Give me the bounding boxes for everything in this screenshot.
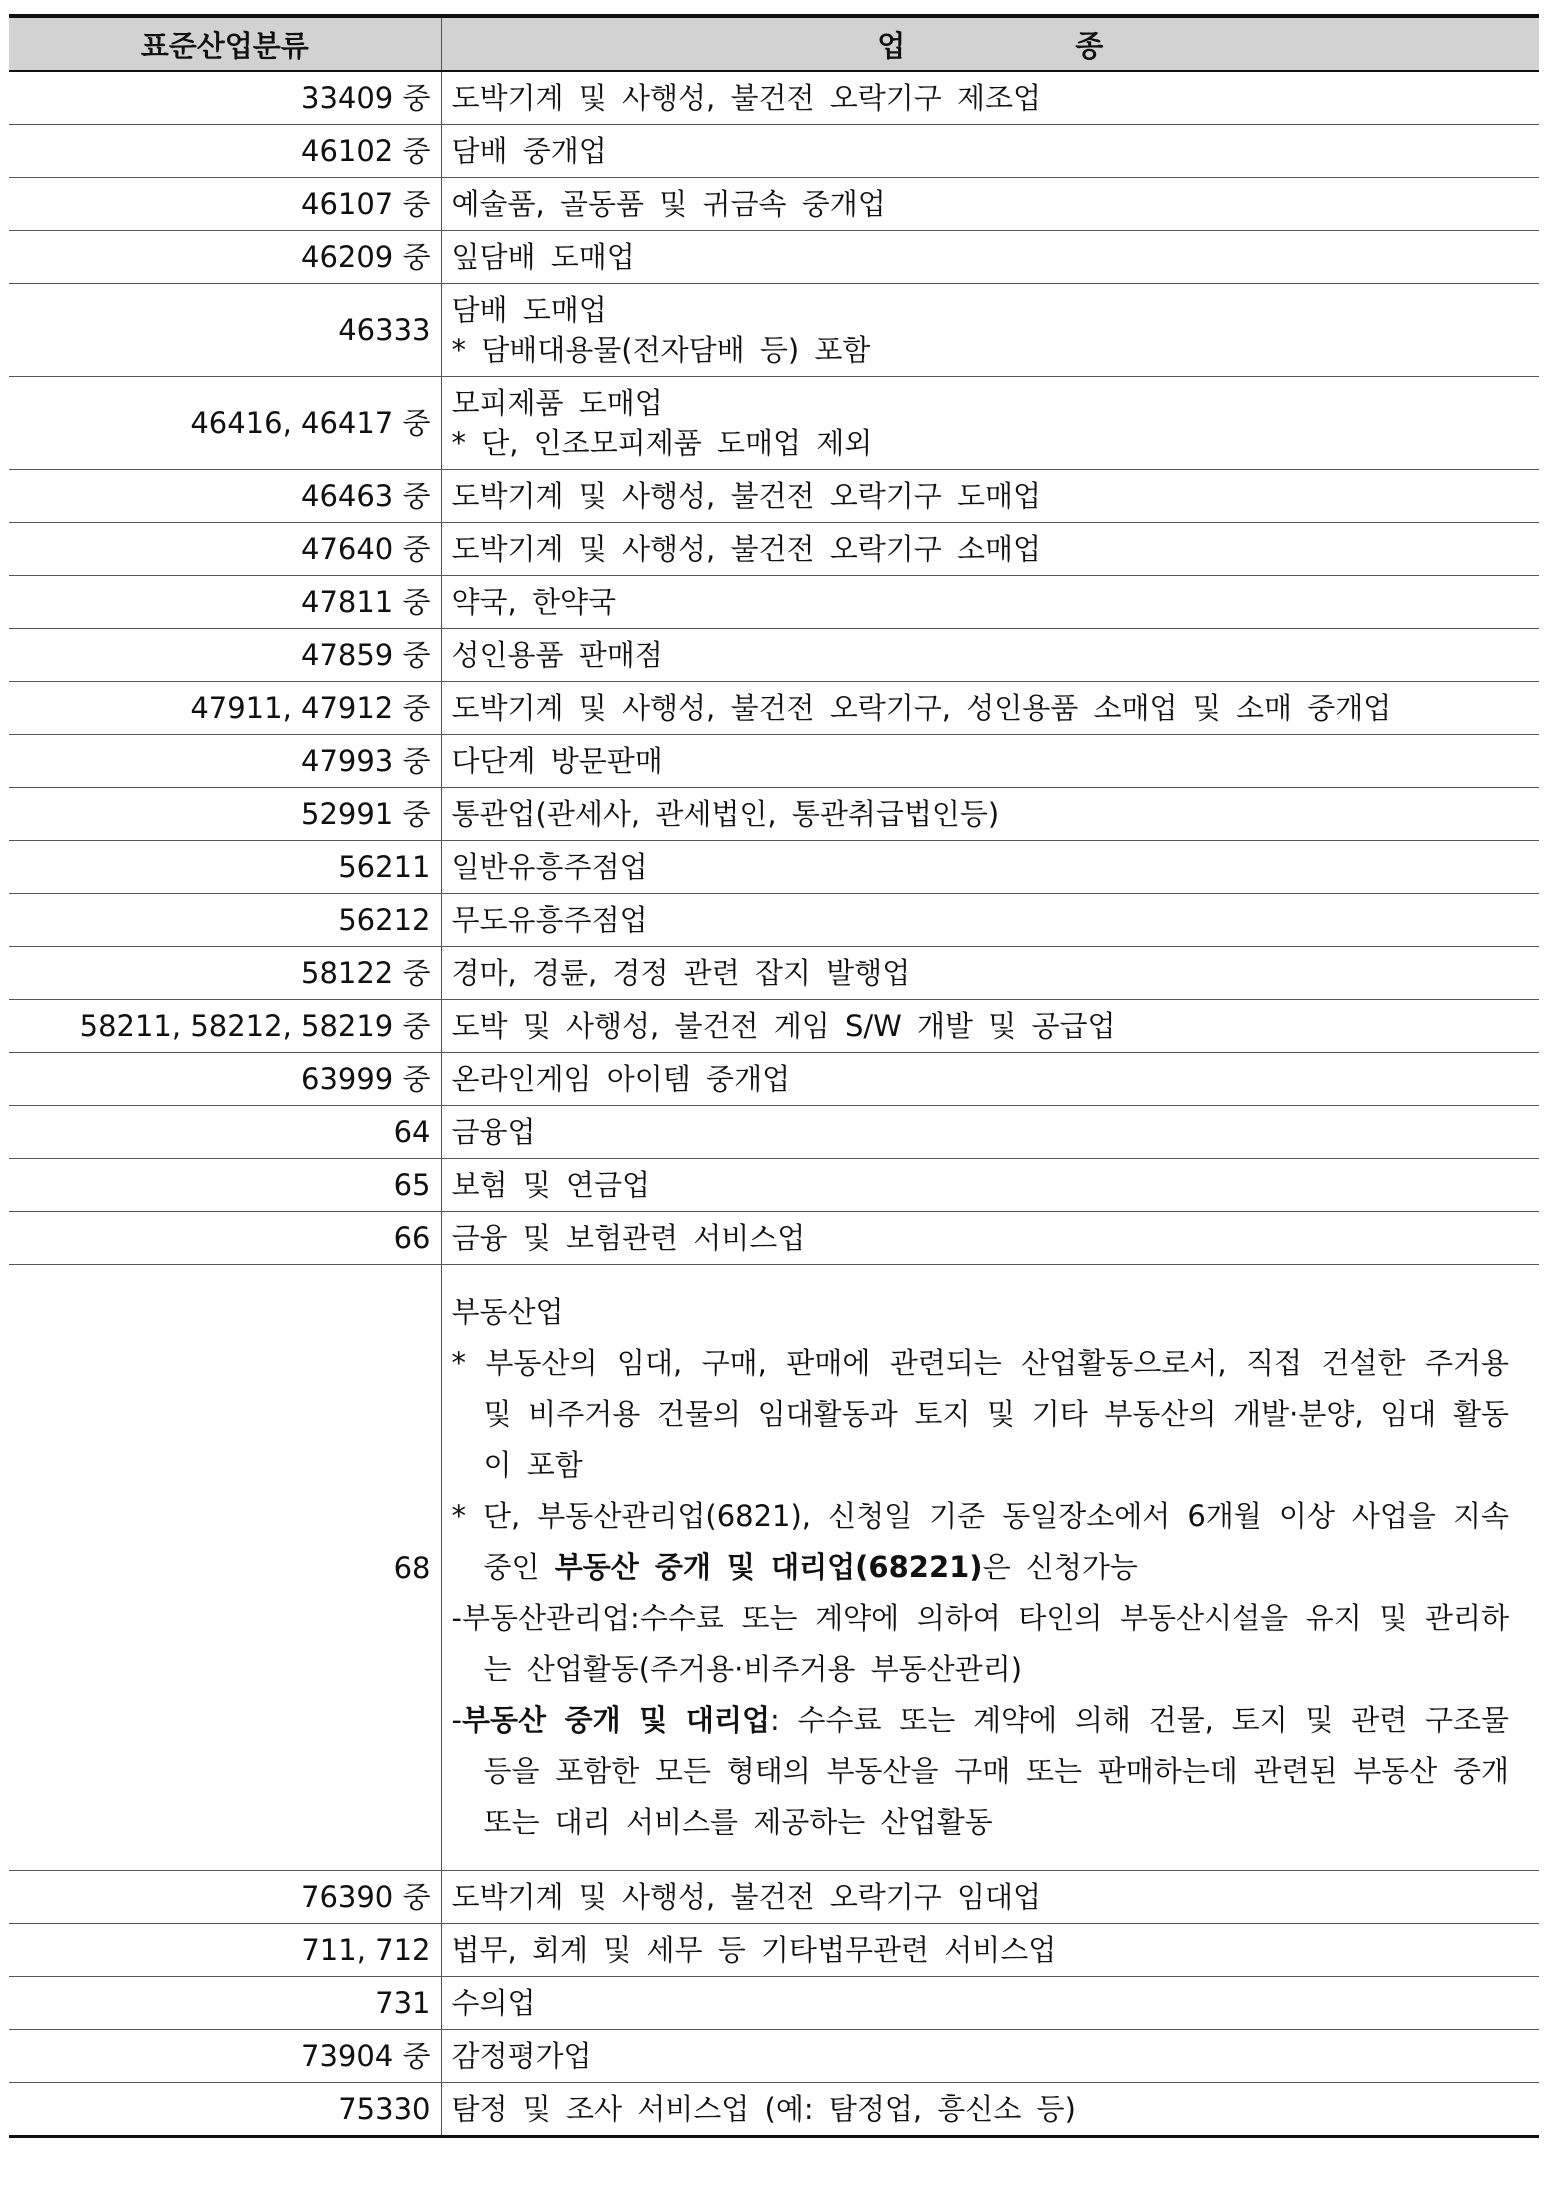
row-code: 46416, 46417 중 [9,377,441,470]
row-code: 731 [9,1977,441,2030]
table-row-68 [9,1265,1539,1871]
row-description: 예술품, 골동품 및 귀금속 중개업 [441,178,1539,231]
row-code: 46107 중 [9,178,441,231]
row-code: 47911, 47912 중 [9,682,441,735]
table-row [9,629,1539,682]
row-description: 온라인게임 아이템 중개업 [441,1053,1539,1106]
table-row [9,1106,1539,1159]
row-description [441,1265,1539,1871]
industry-table [9,14,1539,2138]
table-body-lower [9,1871,1539,2137]
row-description: 도박기계 및 사행성, 불건전 오락기구, 성인용품 소매업 및 소매 중개업 [441,682,1539,735]
row-description [441,377,1539,470]
note-bullet-1: * 부동산의 임대, 구매, 판매에 관련되는 산업활동으로서, 직접 건설한 주거용 및 비주거용 건물의 임대활동과 토지 및 기타 부동산의 개발·분양, 임대 활동이 포함 [451,1346,1509,1482]
header-business-type [441,16,1539,71]
row-code: 65 [9,1159,441,1212]
row-description: 도박기계 및 사행성, 불건전 오락기구 도매업 [441,470,1539,523]
table-row [9,1924,1539,1977]
table-row [9,1053,1539,1106]
table-row [9,735,1539,788]
row-code: 46463 중 [9,470,441,523]
table-body-real-estate [9,1265,1539,1871]
table-row [9,231,1539,284]
row-code: 76390 중 [9,1871,441,1924]
row-code: 56211 [9,841,441,894]
note-bullet-2 [452,1491,1510,1593]
note-dash-2-post: : 수수료 또는 계약에 의해 건물, 토지 및 관련 구조물 등을 포함한 모든 형태의 부동산을 구매 또는 판매하는데 관련된 부동산 중개 또는 대리 서비스를 제공하는 산업활동 [483,1703,1509,1839]
table-row [9,1000,1539,1053]
row-title: 모피제품 도매업 [451,386,663,420]
row-description: 무도유흥주점업 [441,894,1539,947]
row-description: 법무, 회계 및 세무 등 기타법무관련 서비스업 [441,1924,1539,1977]
row-description: 통관업(관세사, 관세법인, 통관취급법인등) [441,788,1539,841]
row-description: 감정평가업 [441,2030,1539,2083]
row-description [441,284,1539,377]
table-row [9,71,1539,125]
row-code: 47993 중 [9,735,441,788]
table-row [9,2083,1539,2137]
row-code: 47811 중 [9,576,441,629]
row-description: 경마, 경륜, 경정 관련 잡지 발행업 [441,947,1539,1000]
row-code: 56212 [9,894,441,947]
table-row [9,523,1539,576]
row-description: 도박기계 및 사행성, 불건전 오락기구 임대업 [441,1871,1539,1924]
note-bullet-2-bold: 부동산 중개 및 대리업(68221) [554,1550,983,1584]
row-description: 수의업 [441,1977,1539,2030]
row-code: 58122 중 [9,947,441,1000]
row-code: 52991 중 [9,788,441,841]
row-code: 75330 [9,2083,441,2137]
header-classification: 표준산업분류 [9,16,441,71]
table-row [9,377,1539,470]
note-dash-2-bold: 부동산 중개 및 대리업 [461,1703,770,1737]
row-description: 금융업 [441,1106,1539,1159]
row-code: 73904 중 [9,2030,441,2083]
table-row [9,1212,1539,1265]
row-description: 보험 및 연금업 [441,1159,1539,1212]
row-code: 46209 중 [9,231,441,284]
table-row [9,682,1539,735]
row-description: 일반유흥주점업 [441,841,1539,894]
row-description: 도박 및 사행성, 불건전 게임 S/W 개발 및 공급업 [441,1000,1539,1053]
row-description: 탐정 및 조사 서비스업 (예: 탐정업, 흥신소 등) [441,2083,1539,2137]
row-description: 잎담배 도매업 [441,231,1539,284]
row-description: 약국, 한약국 [441,576,1539,629]
table-row [9,284,1539,377]
table-row [9,2030,1539,2083]
table-row [9,1871,1539,1924]
header-business-type-b: 종 [1075,28,1104,63]
header-business-type-a: 업 [877,28,906,63]
row-description: 도박기계 및 사행성, 불건전 오락기구 제조업 [441,71,1539,125]
note-dash-1: -부동산관리업:수수료 또는 계약에 의하여 타인의 부동산시설을 유지 및 관리하는 산업활동(주거용·비주거용 부동산관리) [451,1601,1509,1686]
row-code: 46333 [9,284,441,377]
table-body-upper [9,71,1539,1265]
row-code: 66 [9,1212,441,1265]
row-code: 58211, 58212, 58219 중 [9,1000,441,1053]
row-note: * 단, 인조모피제품 도매업 제외 [451,426,873,460]
row-code: 68 [9,1265,441,1871]
table-row [9,894,1539,947]
row-code: 47640 중 [9,523,441,576]
table-row [9,788,1539,841]
row-description: 성인용품 판매점 [441,629,1539,682]
row-code: 711, 712 [9,1924,441,1977]
table-row [9,841,1539,894]
row-description: 도박기계 및 사행성, 불건전 오락기구 소매업 [441,523,1539,576]
note-bullet-2-post: 은 신청가능 [982,1550,1138,1584]
row-description: 다단계 방문판매 [441,735,1539,788]
note-dash-2-pre: - [451,1703,462,1737]
row-title: 담배 도매업 [451,293,607,327]
table-row [9,947,1539,1000]
note-dash-2 [452,1695,1510,1848]
industry-classification-sheet [9,14,1539,2138]
table-row [9,1159,1539,1212]
row-code: 33409 중 [9,71,441,125]
table-row [9,470,1539,523]
row-code: 47859 중 [9,629,441,682]
table-row [9,1977,1539,2030]
row-code: 46102 중 [9,125,441,178]
row-code: 63999 중 [9,1053,441,1106]
row-note: * 담배대용물(전자담배 등) 포함 [451,333,871,367]
table-row [9,125,1539,178]
table-row [9,576,1539,629]
note-bullet-2-pre: * 단, 부동산관리업(6821), 신청일 기준 동일장소에서 6개월 이상 사업을 지속 중인 [451,1499,1509,1584]
row-code: 64 [9,1106,441,1159]
table-row [9,178,1539,231]
row-title: 부동산업 [451,1295,564,1329]
table-header-row [9,16,1539,71]
row-description: 금융 및 보험관련 서비스업 [441,1212,1539,1265]
row-description: 담배 중개업 [441,125,1539,178]
